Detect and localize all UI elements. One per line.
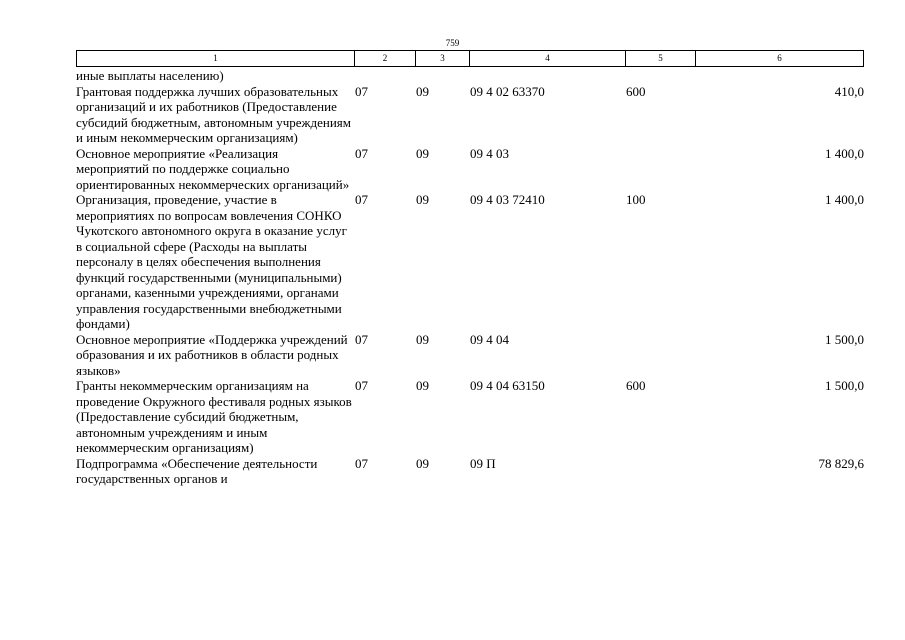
row-amount: 1 400,0 xyxy=(825,192,864,207)
table-row xyxy=(76,68,864,84)
row-expense-type: 600 xyxy=(626,83,646,99)
row-section: 07 xyxy=(355,192,368,207)
row-subsection: 09 xyxy=(416,192,429,207)
row-amount: 78 829,6 xyxy=(818,455,864,471)
row-name: Организация, проведение, участие в мероприятиях по вопросам вовлечения СОНКО Чукотского автономного округа в оказание услуг в социальной сфере (Расходы на выплаты персоналу в целях обеспечения выполнения функций государственными (муниципальными) органами, казенными учреждениями, органами управления государственными внебюджетными фондами) xyxy=(76,192,347,331)
row-target-code: 09 4 04 63150 xyxy=(470,378,545,393)
row-expense-type xyxy=(626,146,696,193)
row-subsection: 09 xyxy=(416,331,429,347)
row-name: Грантовая поддержка лучших образовательных организаций и их работников (Предоставление субсидий бюджетным, автономным учреждениям и иным некоммерческим организациям) xyxy=(76,83,351,145)
row-name: Основное мероприятие «Реализация мероприятий по поддержке социально ориентированных некоммерческих организаций» xyxy=(76,145,350,192)
row-target-code xyxy=(470,68,626,84)
column-number-5: 5 xyxy=(626,51,696,67)
row-target-code: 09 4 03 xyxy=(470,145,509,161)
row-section xyxy=(354,68,416,84)
row-section: 07 xyxy=(355,378,368,393)
column-number-1: 1 xyxy=(77,51,355,67)
row-amount: 410,0 xyxy=(834,83,864,99)
row-target-code: 09 4 02 63370 xyxy=(470,83,545,99)
row-target-code: 09 П xyxy=(470,455,496,471)
row-amount: 1 500,0 xyxy=(825,378,864,393)
row-name: Основное мероприятие «Поддержка учреждений образования и их работников в области родных языков» xyxy=(76,331,348,378)
row-amount: 1 400,0 xyxy=(825,145,864,161)
row-section: 07 xyxy=(355,83,368,99)
page-number: 759 xyxy=(445,38,460,48)
row-name: Подпрограмма «Обеспечение деятельности государственных органов и xyxy=(76,455,318,486)
row-target-code: 09 4 03 72410 xyxy=(470,192,545,207)
row-amount xyxy=(696,68,864,84)
row-expense-type: 600 xyxy=(626,378,646,393)
row-expense-type xyxy=(626,456,696,487)
row-subsection: 09 xyxy=(416,83,429,99)
column-number-2: 2 xyxy=(355,51,416,67)
column-header-row xyxy=(76,50,864,67)
row-target-code: 09 4 04 xyxy=(470,331,509,347)
row-expense-type xyxy=(626,332,696,379)
budget-table-body xyxy=(76,68,864,487)
row-subsection: 09 xyxy=(416,378,429,393)
column-number-3: 3 xyxy=(416,51,470,67)
row-section: 07 xyxy=(355,331,368,347)
row-subsection xyxy=(416,68,470,84)
column-number-6: 6 xyxy=(696,51,864,67)
row-amount: 1 500,0 xyxy=(825,331,864,347)
row-name: иные выплаты населению) xyxy=(76,68,224,83)
table-row xyxy=(76,378,864,456)
row-section: 07 xyxy=(355,145,368,161)
row-expense-type: 100 xyxy=(626,192,646,207)
budget-table xyxy=(76,68,864,487)
table-row xyxy=(76,84,864,146)
row-subsection: 09 xyxy=(416,455,429,471)
table-row xyxy=(76,456,864,487)
column-number-4: 4 xyxy=(470,51,626,67)
row-section: 07 xyxy=(355,455,368,471)
table-row xyxy=(76,146,864,193)
row-expense-type xyxy=(626,68,696,84)
row-name: Гранты некоммерческим организациям на проведение Окружного фестиваля родных языков (Предоставление субсидий бюджетным, автономным учреждениям и иным некоммерческим организациям) xyxy=(76,378,352,455)
row-subsection: 09 xyxy=(416,145,429,161)
table-row xyxy=(76,332,864,379)
table-row xyxy=(76,192,864,332)
